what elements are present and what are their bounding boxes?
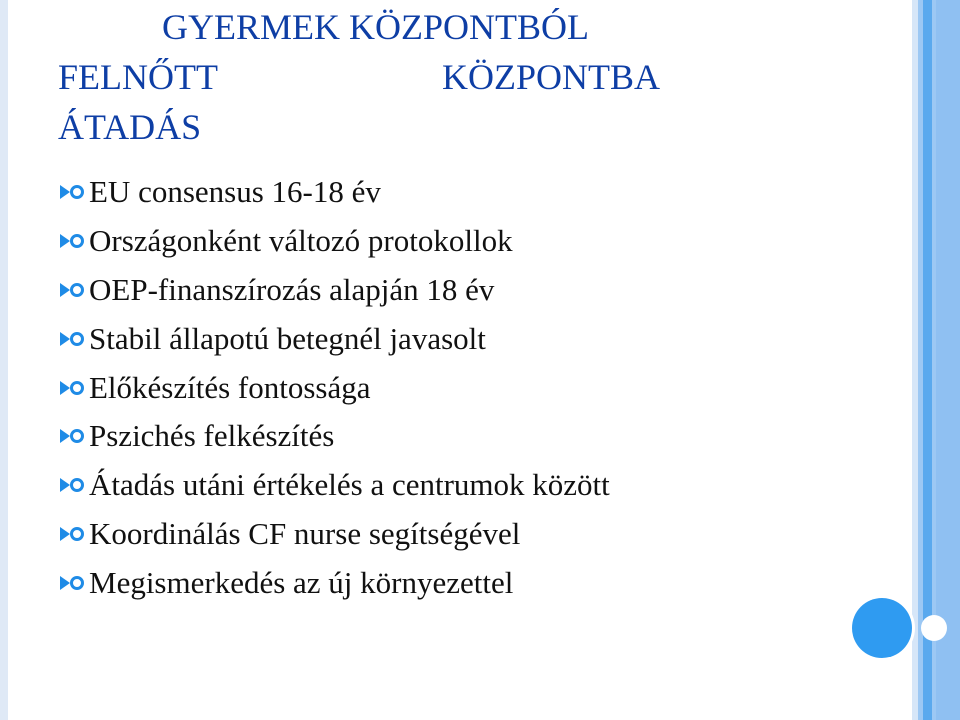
bullet-list (58, 168, 610, 607)
list-item (58, 461, 610, 510)
title-line-1: GYERMEK KÖZPONTBÓL (162, 7, 589, 47)
right-decor-stripes (912, 0, 960, 720)
accent-circle-small (923, 617, 945, 639)
list-item (58, 558, 610, 607)
ring-bullet-icon (58, 572, 86, 594)
accent-circle-large (852, 598, 912, 658)
list-item (58, 412, 610, 461)
bullet-text: Országonként változó protokollok (89, 223, 513, 259)
title-line-2 (58, 52, 708, 102)
ring-bullet-icon (58, 425, 86, 447)
list-item (58, 363, 610, 412)
ring-bullet-icon (58, 474, 86, 496)
title-word-felnott: FELNŐTT (58, 57, 218, 97)
list-item (58, 510, 610, 559)
list-item (58, 266, 610, 315)
bullet-text: Előkészítés fontossága (89, 369, 371, 405)
list-item (58, 217, 610, 266)
ring-bullet-icon (58, 377, 86, 399)
bullet-text: Koordinálás CF nurse segítségével (89, 515, 521, 551)
ring-bullet-icon (58, 523, 86, 545)
ring-bullet-icon (58, 230, 86, 252)
bullet-text: Pszichés felkészítés (89, 418, 335, 454)
bullet-text: Átadás utáni értékelés a centrumok között (89, 467, 610, 503)
bullet-text: OEP-finanszírozás alapján 18 év (89, 271, 495, 307)
left-decor-stripe (0, 0, 8, 720)
list-item (58, 314, 610, 363)
slide-title (58, 2, 708, 152)
ring-bullet-icon (58, 328, 86, 350)
bullet-text: Stabil állapotú betegnél javasolt (89, 320, 486, 356)
title-line-3: ÁTADÁS (58, 107, 202, 147)
bullet-text: EU consensus 16-18 év (89, 174, 381, 210)
title-word-kozpontba: KÖZPONTBA (442, 57, 661, 97)
ring-bullet-icon (58, 279, 86, 301)
bullet-text: Megismerkedés az új környezettel (89, 564, 514, 600)
list-item (58, 168, 610, 217)
ring-bullet-icon (58, 181, 86, 203)
